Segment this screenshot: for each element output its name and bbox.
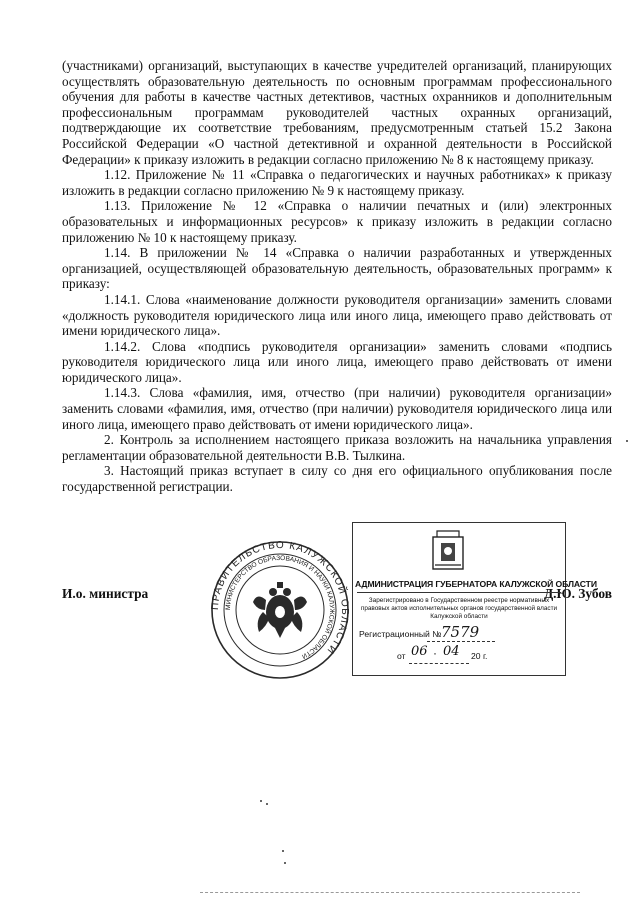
order-body-text bbox=[62, 58, 612, 495]
paragraph-1-12: 1.12. Приложение № 11 «Справка о педагогических и научных работниках» к приказу изложить в редакции согласно приложению № 9 к настоящему приказу. bbox=[62, 167, 612, 198]
signatory-title: И.о. министра bbox=[62, 586, 149, 601]
paragraph-3: 3. Настоящий приказ вступает в силу со дня его официального опубликования после государственной регистрации. bbox=[62, 463, 612, 495]
scan-speck bbox=[260, 800, 262, 802]
scan-speck bbox=[266, 803, 268, 805]
paragraph-continuation: (участниками) организаций, выступающих в качестве учредителей организаций, планирующих осуществлять образовательную деятельность по основным программам профессионального обучения для работы в качестве частных детективов, частных охранников и дополнительным профессиональным программам руководителей частных охранных организаций, подтверждающие их соответствие требованиям, предусмотренным статьей 15.2 Закона Российской Федерации «О частной детективной и охранной деятельности в Российской Федерации» к приказу изложить в редакции согласно приложению № 8 к настоящему приказу. bbox=[62, 58, 612, 167]
stamp-organization: АДМИНИСТРАЦИЯ ГУБЕРНАТОРА КАЛУЖСКОЙ ОБЛАСТИ bbox=[355, 579, 597, 589]
seal-inner-text: МИНИСТЕРСТВО ОБРАЗОВАНИЯ И НАУКИ КАЛУЖСКОЙ ОБЛАСТИ bbox=[224, 554, 336, 660]
date-month: 04 bbox=[443, 644, 460, 659]
paragraph-2: 2. Контроль за исполнением настоящего приказа возложить на начальника управления регламентации образовательной деятельности В.В. Тылкина. bbox=[62, 432, 612, 463]
paragraph-1-14: 1.14. В приложении № 14 «Справка о наличии разработанных и утвержденных организацией, осуществляющей образовательную деятельность, образовательных программ» к приказу: bbox=[62, 245, 612, 292]
paragraph-1-14-2: 1.14.2. Слова «подпись руководителя организации» заменить словами «подпись руководителя юридического лица или иного лица, имеющего право действовать от имени юридического лица». bbox=[62, 338, 612, 385]
stamp-line-2: правовых актов исполнительных органов государственной власти bbox=[360, 605, 558, 612]
scan-speck bbox=[626, 440, 628, 442]
paragraph-1-14-3: 1.14.3. Слова «фамилия, имя, отчество (при наличии) руководителя организации» заменить словами «фамилия, имя, отчество (при наличии) руководителя юридического лица или иного лица, имеющего право действовать от имени юридического лица». bbox=[62, 385, 612, 432]
paragraph-1-13: 1.13. Приложение № 12 «Справка о наличии печатных и (или) электронных образовательных и информационных ресурсов» к приказу изложить в редакции согласно приложению № 10 к настоящему приказу. bbox=[62, 198, 612, 245]
kaluga-coat-of-arms-icon bbox=[429, 529, 467, 573]
stamp-line-3: Калужской области bbox=[430, 613, 488, 620]
date-separator: · bbox=[433, 646, 437, 660]
registration-number-line bbox=[427, 641, 495, 642]
registration-number: 7579 bbox=[441, 623, 480, 641]
date-day: 06 bbox=[411, 644, 428, 659]
scan-speck bbox=[282, 850, 284, 852]
stamp-line-1: Зарегистрировано в Государственном реестре нормативных bbox=[368, 597, 550, 604]
registration-number-label: Регистрационный № bbox=[359, 629, 442, 639]
official-seal bbox=[205, 540, 355, 680]
scan-bottom-edge bbox=[200, 892, 580, 893]
date-prefix: от bbox=[397, 651, 406, 661]
date-year: 20 г. bbox=[471, 651, 488, 661]
signatory-name: Д.Ю. Зубов bbox=[543, 586, 612, 601]
scan-speck bbox=[284, 862, 286, 864]
paragraph-1-14-1: 1.14.1. Слова «наименование должности руководителя организации» заменить словами «должность руководителя юридического лица или иного лица, имеющего право действовать от имени юридического лица». bbox=[62, 291, 612, 339]
stamp-org-underline bbox=[357, 592, 561, 593]
date-line bbox=[409, 663, 469, 664]
seal-outer-text: ПРАВИТЕЛЬСТВО КАЛУЖСКОЙ ОБЛАСТИ bbox=[209, 540, 351, 657]
